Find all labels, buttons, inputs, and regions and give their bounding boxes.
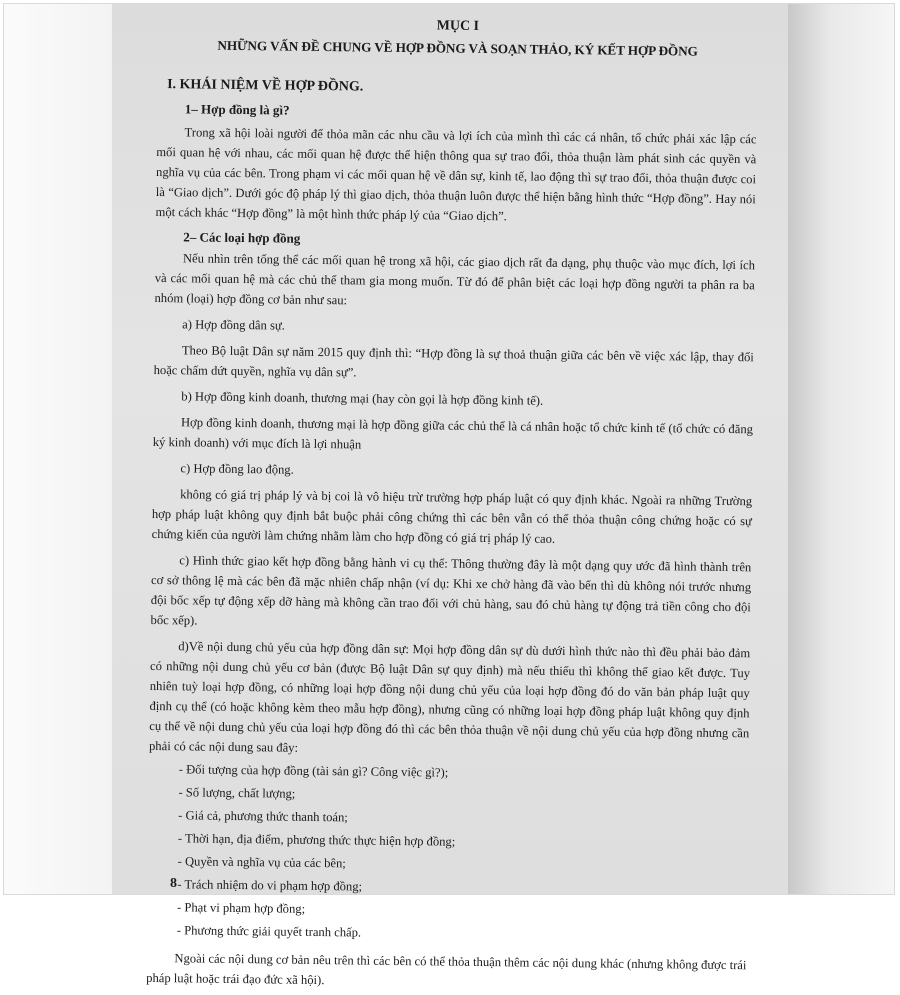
paragraph-civil-contract: Theo Bộ luật Dân sự năm 2015 quy định thì: “Hợp đồng là sự thoả thuận giữa các bên về việc xác lập, thay đổi hoặc chấm dứt quyền, nghĩa vụ dân sự”.	[153, 343, 754, 380]
heading-concept: I. KHÁI NIỆM VỀ HỢP ĐỒNG.	[167, 77, 364, 95]
list-item: - Đối tượng của hợp đồng (tài sản gì? Công việc gì?);	[178, 762, 449, 780]
list-item: - Phương thức giải quyết tranh chấp.	[176, 923, 362, 940]
book-page	[112, 4, 788, 988]
list-item: - Trách nhiệm do vi phạm hợp đồng;	[177, 877, 363, 894]
page-content	[146, 14, 758, 995]
paragraph-main-content: d)Về nội dung chủ yếu của hợp đồng dân sự: Mọi hợp đồng dân sự dù dưới hình thức nào thì đều phải bảo đảm có những nội dung chủ yếu cơ bản (được Bộ luật Dân sự quy định) mà nếu thiếu thì không thể giao kết được. Tuy nhiên tuỳ loại hợp đồng, có những loại hợp đồng nội dung chủ yếu của loại hợp đồng đó do văn bản pháp luật quy định cụ thể (có hoặc không kèm theo mẫu hợp đồng), nhưng cũng có những loại hợp đồng pháp luật không quy định cụ thể về nội dung chủ yếu của loại hợp đồng đó thì các bên thỏa thuận về nội dung chủ yếu của hợp đồng nhưng cần phải có các nội dung sau đây:	[148, 639, 751, 755]
paragraph-legal-validity: không có giá trị pháp lý và bị coi là vô hiệu trừ trường hợp pháp luật có quy định khác. Ngoài ra những Trường hợp pháp luật không quy định bắt buộc phải công chứng thì các bên vẫn có thể thỏa thuận công chứng hoặc có sự chứng kiến của người làm chứng nhằm làm cho hợp đồng có giá trị pháp lý cao.	[151, 487, 753, 546]
item-business-contract: b) Hợp đồng kinh doanh, thương mại (hay còn gọi là hợp đồng kinh tế).	[181, 389, 544, 408]
item-civil-contract: a) Hợp đồng dân sự.	[182, 317, 285, 333]
list-item: - Thời hạn, địa điểm, phương thức thực hiện hợp đồng;	[177, 831, 456, 849]
paragraph-business-contract: Hợp đồng kinh doanh, thương mại là hợp đồng giữa các chủ thể là cá nhân hoặc tổ chức kinh tế (tổ chức có đăng ký kinh doanh) với mục đích là lợi nhuận	[152, 415, 754, 452]
list-item: - Giá cả, phương thức thanh toán;	[178, 808, 348, 825]
item-labor-contract: c) Hợp đồng lao động.	[180, 461, 294, 477]
main-title: NHỮNG VẤN ĐỀ CHUNG VỀ HỢP ĐỒNG VÀ SOẠN THẢO, KÝ KẾT HỢP ĐỒNG	[217, 37, 698, 59]
content-list	[147, 758, 749, 949]
paragraph-types-intro: Nếu nhìn trên tổng thể các mối quan hệ trong xã hội, các giao dịch rất đa dạng, phụ thuộc vào mục đích, lợi ích và các mối quan hệ mà các chủ thể tham gia mong muốn. Từ đó để phân biệt các loại hợp đồng người ta phân ra ba nhóm (loại) hợp đồng cơ bản như sau:	[154, 251, 756, 308]
paragraph-closing: Ngoài các nội dung cơ bản nêu trên thì các bên có thể thỏa thuận thêm các nội dung khác (nhưng không được trái pháp luật hoặc trái đạo đức xã hội).	[146, 951, 747, 988]
paragraph-conduct-form: c) Hình thức giao kết hợp đồng bằng hành vi cụ thể: Thông thường đây là một dạng quy ước đã hình thành trên cơ sở thông lệ mà các bên đã mặc nhiên chấp nhận (ví dụ: Khi xe chở hàng đã vào bến thì dù không nói trước nhưng đội bốc xếp tự động xếp dỡ hàng mà không cần trao đổi với chủ hàng, sau đó chủ hàng tự động trả tiền công cho đội bốc xếp).	[150, 553, 752, 628]
page-spine-shadow	[788, 4, 894, 894]
page-number: 8	[170, 876, 177, 891]
background-left	[4, 4, 112, 894]
subheading-contract-types: 2– Các loại hợp đồng	[183, 229, 301, 246]
subheading-what-is-contract: 1– Hợp đồng là gì?	[184, 101, 290, 118]
list-item: - Số lượng, chất lượng;	[178, 785, 296, 801]
section-title: MỤC I	[436, 18, 480, 34]
list-item: - Quyền và nghĩa vụ của các bên;	[177, 854, 346, 871]
paragraph-definition: Trong xã hội loài người để thỏa mãn các nhu cầu và lợi ích của mình thì các cá nhân, tổ chức phải xác lập các mối quan hệ với nhau, các mối quan hệ được thể hiện thông qua sự trao đổi, thỏa thuận làm phát sinh các quyền và nghĩa vụ của các bên. Trong phạm vi các mối quan hệ về dân sự, kinh tế, lao động thì sự trao đổi, thỏa thuận được coi là “Giao dịch”. Dưới góc độ pháp lý thì giao dịch, thỏa thuận luôn được thể hiện bằng hình thức “Hợp đồng”. Hay nói một cách khác “Hợp đồng” là một hình thức pháp lý của “Giao dịch”.	[155, 125, 757, 224]
list-item: - Phạt vi phạm hợp đồng;	[177, 900, 306, 916]
